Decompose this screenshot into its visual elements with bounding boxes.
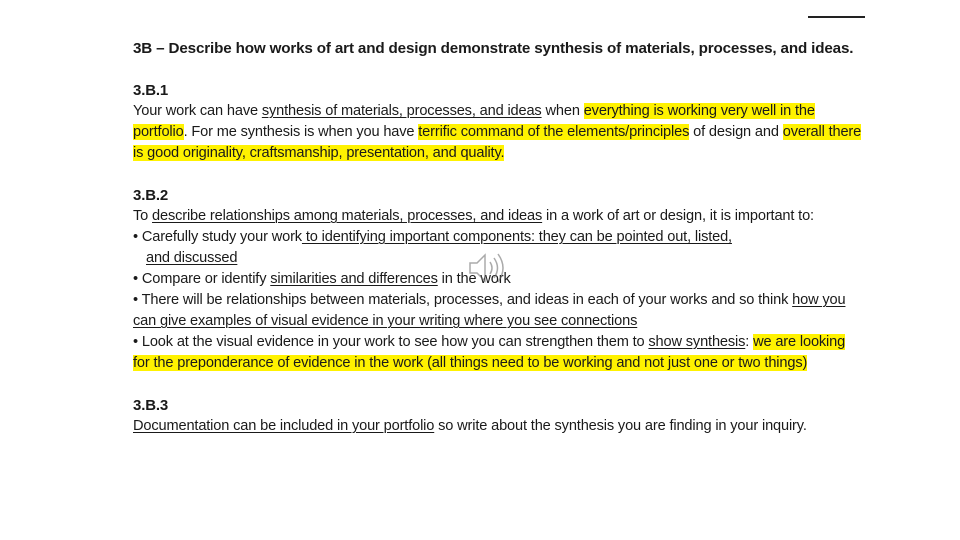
document-heading: 3B – Describe how works of art and design demonstrate synthesis of materials, processes, and ideas. [133,40,854,57]
highlighted-phrase: overall there is good originality, craftsmanship, presentation, and quality. [133,124,862,161]
text-run: so write about the synthesis you are finding in your inquiry. [434,418,807,434]
highlighted-phrase: we are looking for the preponderance of evidence in the work (all things need to be working and not just one or two things) [133,334,846,371]
bullet-item-3 [133,290,863,332]
text-run: • There will be relationships between materials, processes, and ideas in each of your works and so think [133,292,793,308]
underlined-phrase: Documentation can be included in your portfolio [133,418,435,434]
speaker-icon[interactable] [466,250,508,286]
underlined-phrase: synthesis of materials, processes, and ideas [261,103,542,119]
speaker-icon-graphic [466,250,508,286]
corner-rule [808,16,865,18]
text-run: • Carefully study your work [133,229,302,245]
underlined-phrase: similarities and differences [270,271,438,287]
text-run: To [133,208,153,224]
text-run: : [745,334,754,350]
section-3b3-paragraph [133,416,863,437]
highlighted-phrase: everything is working very well in the portfolio [133,103,815,140]
text-run: • Look at the visual evidence in your work to see how you can strengthen them to [133,334,649,350]
highlighted-phrase: terrific command of the elements/principles [418,124,690,140]
section-title-3b3: 3.B.3 [133,397,169,414]
text-run: . For me synthesis is when you have [183,124,419,140]
underlined-phrase: show synthesis [648,334,746,350]
text-run: • Compare or identify [133,271,271,287]
text-run: when [541,103,584,119]
underlined-phrase: to identifying important components: they can be pointed out, listed, [301,229,732,245]
text-run: in the work [437,271,511,287]
underlined-phrase: and discussed [146,250,238,266]
underlined-phrase: describe relationships among materials, processes, and ideas [152,208,543,224]
text-run: Your work can have [133,103,262,119]
section-title-3b2: 3.B.2 [133,187,169,204]
section-3b2-intro [133,206,863,227]
text-run: of design and [689,124,783,140]
bullet-item-4 [133,332,863,374]
bullet-item-1 [133,227,863,248]
section-title-3b1: 3.B.1 [133,82,169,99]
underlined-phrase: how you can give examples of visual evidence in your writing where you see connections [133,292,846,329]
document-body [133,38,863,437]
section-3b1-paragraph [133,101,863,164]
text-run: in a work of art or design, it is important to: [542,208,814,224]
